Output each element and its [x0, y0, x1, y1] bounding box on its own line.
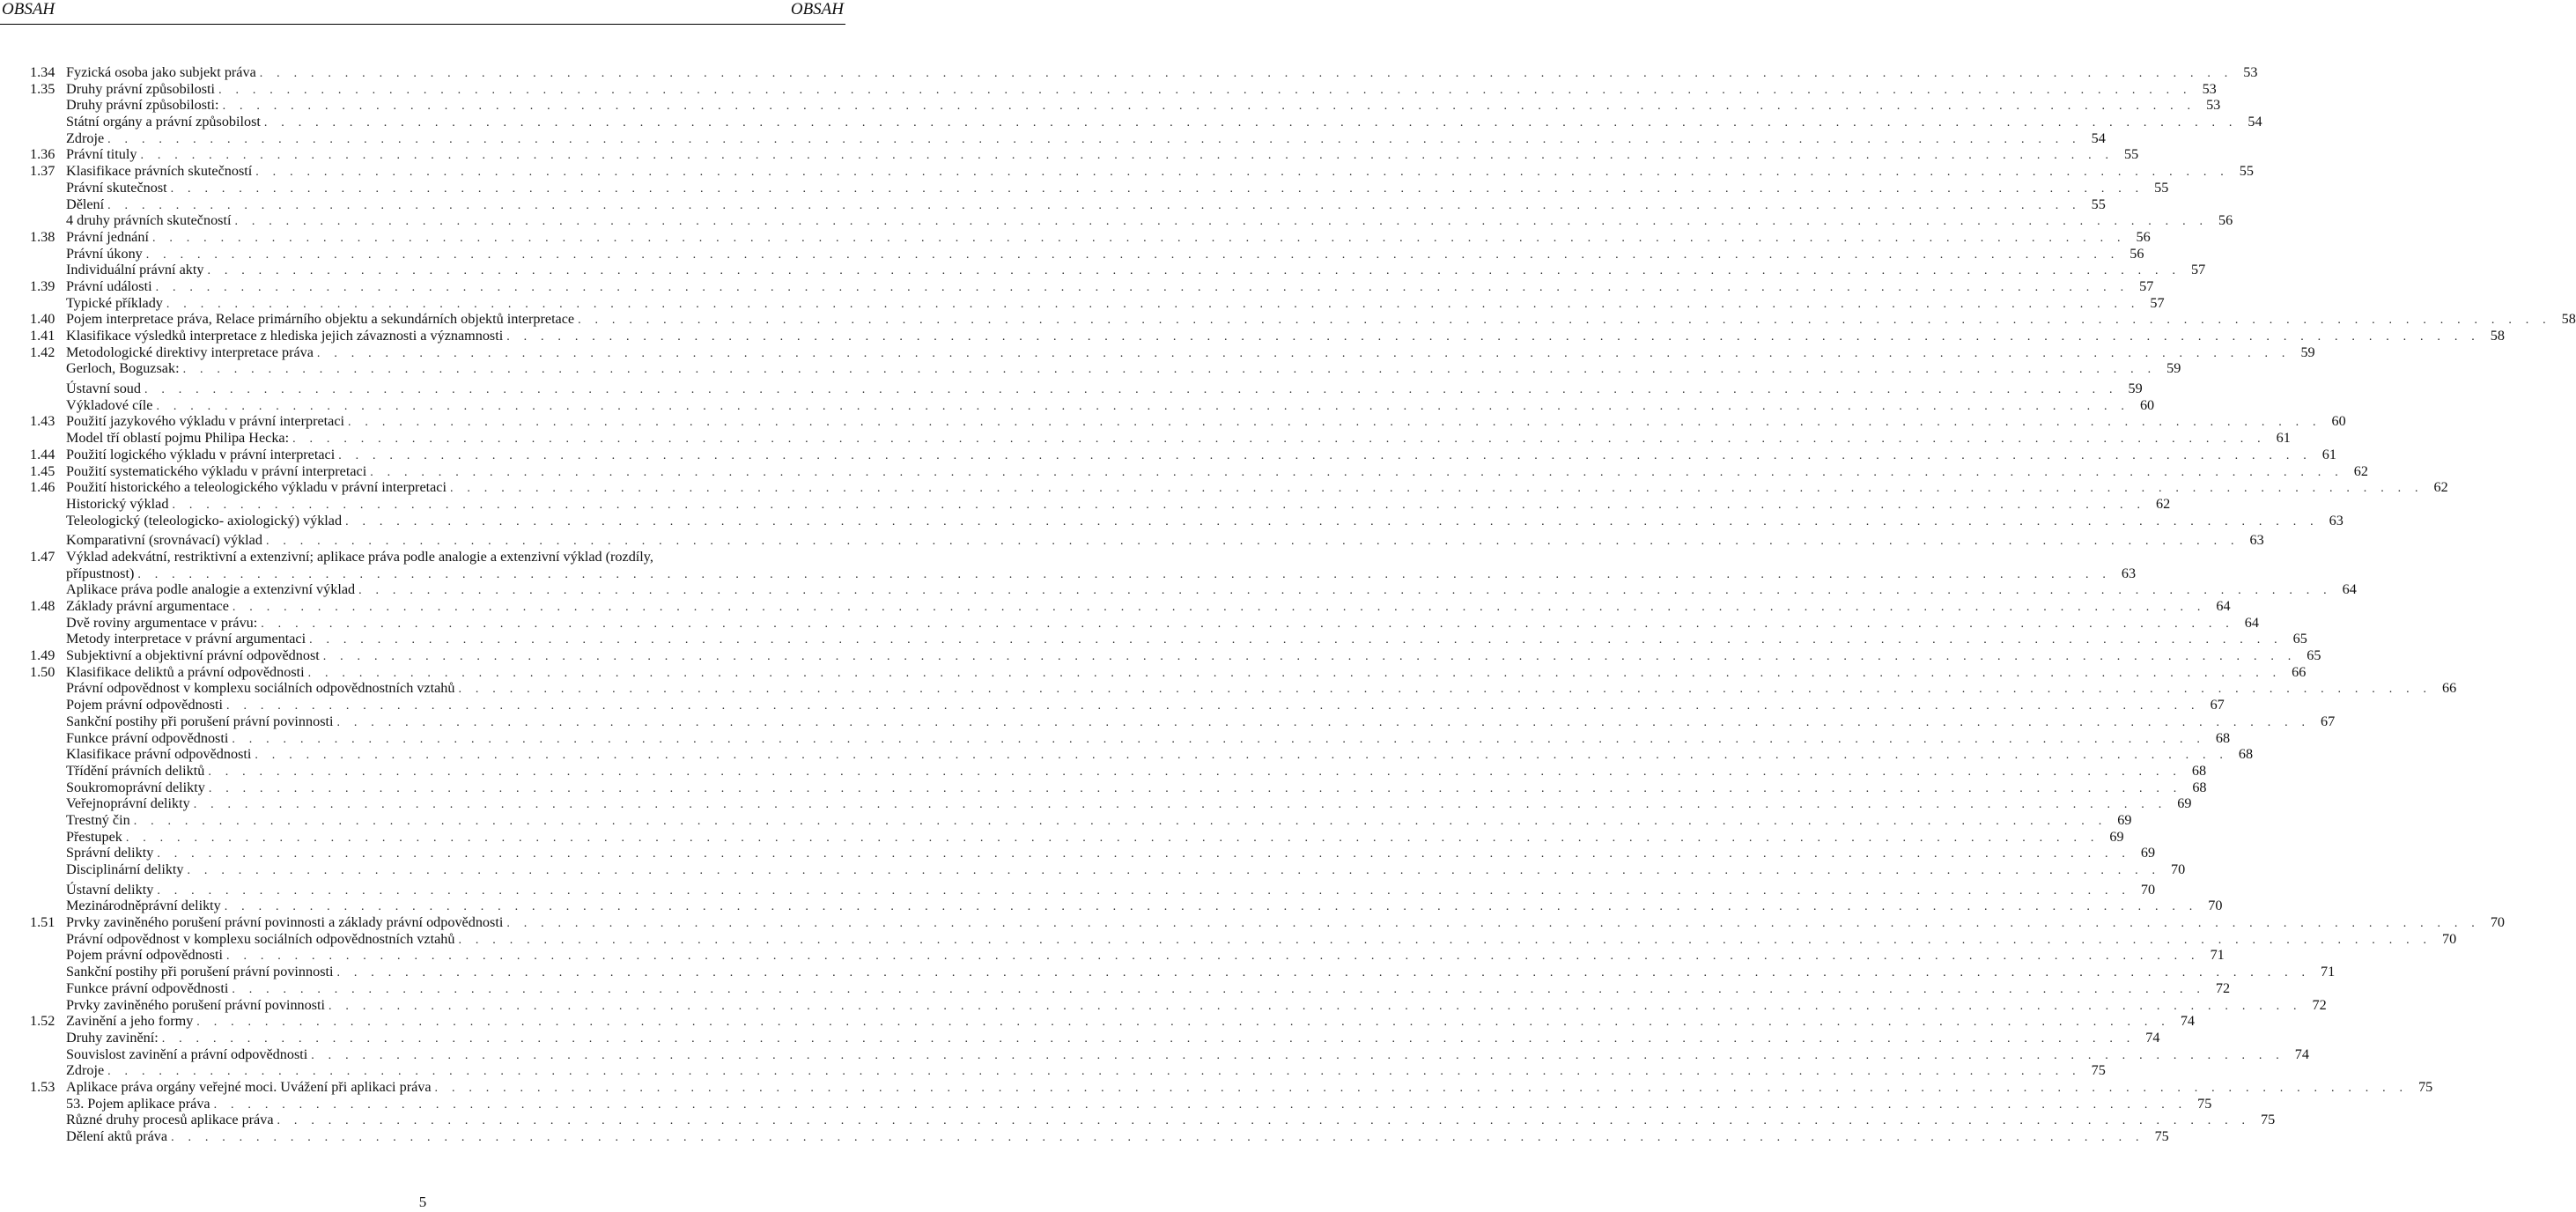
header-right-title: OBSAH [790, 0, 844, 18]
toc-entry-title: Ústavní delikty [66, 881, 154, 898]
toc-entry-page: 74 [2294, 1046, 2309, 1062]
toc-entry-page: 68 [2192, 779, 2207, 795]
toc-entry-page: 57 [2150, 294, 2165, 311]
toc-entry-title: Klasifikace výsledků interpretace z hlediska jejich závaznosti a významnosti [66, 328, 504, 344]
toc-entry[interactable] [30, 828, 2124, 846]
toc-entry[interactable] [30, 881, 2156, 898]
toc-entry-page: 75 [2418, 1078, 2433, 1095]
toc-entry-title: Právní odpovědnost v komplexu sociálních odpovědnostních vztahů [66, 930, 455, 947]
toc-entry-page: 75 [2197, 1095, 2212, 1112]
toc-entry-page: 59 [2166, 360, 2181, 377]
toc-entry[interactable] [30, 996, 2327, 1014]
toc-entry[interactable] [30, 228, 2151, 246]
header-left-title: OBSAH [2, 0, 55, 18]
toc-entry-page: 64 [2216, 598, 2231, 614]
toc-entry-title: Druhy právní způsobilosti: [66, 97, 219, 114]
toc-entry[interactable] [30, 581, 2357, 598]
dot-leader [171, 1130, 2144, 1147]
toc-entry[interactable] [30, 179, 2169, 196]
toc-entry[interactable] [30, 762, 2207, 780]
toc-entry[interactable] [30, 930, 2457, 948]
toc-entry[interactable] [30, 1128, 2169, 1145]
toc-entry[interactable] [30, 964, 2336, 980]
toc-entry-page: 62 [2155, 495, 2171, 512]
toc-entry-page: 65 [2307, 647, 2321, 664]
toc-entry-title: Teleologický (teleologicko- axiologický) výklad [66, 512, 343, 528]
toc-entry-title: Dvě roviny argumentace v právu: [66, 614, 258, 631]
toc-entry-title: Metodologické direktivy interpretace práva [66, 344, 314, 360]
toc-entry[interactable] [30, 129, 2106, 147]
toc-entry-title: Použití logického výkladu v právní interpretaci [66, 446, 336, 462]
toc-entry-page: 69 [2109, 828, 2124, 845]
toc-entry-title: Klasifikace právní odpovědnosti [66, 746, 252, 763]
toc-entry-title: Druhy právní způsobilosti [66, 80, 216, 97]
toc-entry[interactable] [30, 80, 2217, 98]
toc-entry[interactable] [30, 479, 2448, 496]
toc-entry-title: Druhy zavinění: [66, 1029, 159, 1046]
toc-entry-page: 61 [2321, 446, 2336, 462]
toc-entry[interactable] [30, 598, 2231, 615]
toc-entry-title: Různé druhy procesů aplikace práva [66, 1112, 274, 1128]
dot-leader [578, 313, 2551, 329]
toc-entry-title: Individuální právní akty [66, 262, 204, 278]
toc-entry-page: 68 [2215, 729, 2231, 746]
toc-entry-number: 1.47 [30, 548, 55, 565]
toc-entry-number: 1.34 [30, 64, 55, 80]
toc-entry-number: 1.42 [30, 344, 55, 360]
toc-entry-page: 66 [2292, 663, 2307, 680]
toc-entry[interactable] [30, 795, 2192, 812]
dot-leader [345, 514, 2319, 531]
toc-entry-number: 1.43 [30, 413, 55, 430]
toc-entry[interactable] [30, 697, 2225, 713]
toc-entry[interactable] [30, 947, 2225, 964]
toc-entry-number: 1.53 [30, 1078, 55, 1095]
toc-entry-page: 56 [2129, 245, 2144, 262]
toc-entry-page: 67 [2321, 713, 2336, 729]
toc-entry-number: 1.41 [30, 328, 55, 344]
toc-entry-title: Subjektivní a objektivní právní odpovědnost [66, 647, 320, 664]
toc-entry-page: 53 [2243, 64, 2258, 80]
toc-entry-number: 1.52 [30, 1013, 55, 1030]
toc-entry-number: 1.35 [30, 80, 55, 97]
toc-entry[interactable] [30, 548, 2137, 581]
toc-entry-title: Pojem interpretace práva, Relace primárního objektu a sekundárních objektů interpretace [66, 311, 575, 328]
table-of-contents [30, 64, 2576, 1145]
header-divider [0, 24, 845, 25]
toc-entry-page: 74 [2145, 1029, 2160, 1046]
toc-entry-title: Dělení aktů práva [66, 1128, 168, 1144]
toc-entry-number: 1.39 [30, 277, 55, 294]
toc-entry-title: Disciplinární delikty [66, 861, 184, 877]
toc-entry-page: 70 [2490, 914, 2506, 931]
toc-entry-title: Právní tituly [66, 146, 137, 163]
toc-entry-title: Historický výklad [66, 495, 169, 512]
toc-entry-title: Použití historického a teleologického výkladu v právní interpretaci [66, 479, 447, 496]
toc-entry[interactable] [30, 262, 2206, 278]
toc-entry-title: 4 druhy právních skutečností [66, 212, 232, 229]
toc-entry-title: Právní skutečnost [66, 179, 167, 196]
toc-entry-page: 75 [2261, 1112, 2276, 1128]
toc-entry[interactable] [30, 811, 2132, 829]
toc-entry-page: 70 [2208, 898, 2223, 914]
toc-entry-page: 59 [2128, 381, 2143, 397]
toc-entry[interactable] [30, 163, 2254, 180]
toc-entry-title: Klasifikace deliktů a právní odpovědnosti [66, 663, 305, 680]
toc-entry[interactable] [30, 64, 2258, 81]
toc-entry[interactable] [30, 413, 2346, 430]
toc-entry[interactable] [30, 647, 2321, 664]
dot-leader [188, 863, 2161, 880]
toc-entry-page: 67 [2210, 697, 2225, 713]
toc-entry[interactable] [30, 146, 2139, 163]
toc-entry-page: 56 [2136, 228, 2151, 245]
toc-entry-title: Pojem právní odpovědnosti [66, 697, 224, 713]
toc-entry[interactable] [30, 245, 2144, 262]
toc-entry-number: 1.37 [30, 163, 55, 180]
toc-entry-number: 1.36 [30, 146, 55, 163]
toc-entry-title: Výklad adekvátní, restriktivní a extenzivní; aplikace práva podle analogie a extenzivní výklad (rozdíly, [66, 548, 653, 565]
toc-entry-page: 57 [2139, 277, 2154, 294]
toc-entry[interactable] [30, 1029, 2160, 1046]
toc-entry-title: Použití jazykového výkladu v právní interpretaci [66, 413, 345, 430]
toc-entry[interactable] [30, 212, 2233, 229]
toc-entry-page: 58 [2561, 311, 2576, 328]
toc-entry-title: Právní události [66, 277, 152, 294]
toc-entry[interactable] [30, 532, 2264, 549]
toc-entry-page: 75 [2091, 1062, 2106, 1079]
toc-entry[interactable] [30, 614, 2259, 632]
toc-entry[interactable] [30, 861, 2186, 878]
toc-entry-page: 63 [2329, 512, 2343, 528]
toc-entry-title: Model tří oblastí pojmu Philipa Hecka: [66, 430, 290, 447]
toc-entry-number: 1.44 [30, 446, 55, 462]
toc-entry[interactable] [30, 746, 2254, 763]
toc-entry-title: Soukromoprávní delikty [66, 779, 205, 795]
toc-entry[interactable] [30, 97, 2221, 114]
toc-entry-page: 71 [2210, 947, 2225, 964]
toc-entry-page: 74 [2180, 1013, 2195, 1030]
toc-entry-title: Funkce právní odpovědnosti [66, 979, 229, 996]
toc-entry-page: 75 [2154, 1128, 2169, 1144]
toc-entry-page: 72 [2312, 996, 2327, 1013]
toc-entry-number: 1.51 [30, 914, 55, 931]
toc-entry-page: 55 [2091, 196, 2106, 212]
toc-entry[interactable] [30, 680, 2457, 697]
toc-entry-title: Fyzická osoba jako subjekt práva [66, 64, 256, 80]
toc-entry-title: Trestný čin [66, 811, 130, 828]
toc-entry-title: Sankční postihy při porušení právní povinnosti [66, 964, 334, 980]
toc-entry-title: Zdroje [66, 1062, 105, 1079]
toc-entry-page: 72 [2215, 979, 2231, 996]
toc-entry-title: Zavinění a jeho formy [66, 1013, 194, 1030]
toc-entry[interactable] [30, 344, 2315, 361]
toc-entry-page: 70 [2140, 881, 2156, 898]
toc-entry-page: 69 [2117, 811, 2132, 828]
toc-entry[interactable] [30, 898, 2223, 914]
toc-entry-title: Státní orgány a právní způsobilost [66, 114, 261, 130]
toc-entry-title: Klasifikace právních skutečností [66, 163, 253, 180]
toc-entry-title: Zdroje [66, 129, 105, 146]
toc-entry-number: 1.48 [30, 598, 55, 614]
toc-entry-page: 59 [2300, 344, 2315, 360]
toc-entry-title: Komparativní (srovnávací) výklad [66, 532, 262, 549]
toc-entry-number: 1.45 [30, 462, 55, 479]
toc-entry[interactable] [30, 663, 2307, 681]
toc-entry-page: 65 [2292, 631, 2307, 647]
toc-entry-page: 53 [2202, 80, 2217, 97]
toc-entry[interactable] [30, 430, 2291, 447]
toc-entry[interactable] [30, 360, 2181, 377]
toc-entry-page: 54 [2091, 129, 2106, 146]
toc-entry[interactable] [30, 381, 2143, 397]
toc-entry-title: Ústavní soud [66, 381, 141, 397]
toc-entry-title: Sankční postihy při porušení právní povinnosti [66, 713, 334, 729]
toc-entry-page: 70 [2442, 930, 2457, 947]
toc-entry-page: 68 [2238, 746, 2254, 763]
toc-entry-page: 64 [2342, 581, 2357, 598]
toc-entry-page: 55 [2154, 179, 2169, 196]
running-header [0, 0, 845, 23]
toc-entry[interactable] [30, 631, 2307, 647]
toc-entry-title: Metody interpretace v právní argumentaci [66, 631, 306, 647]
toc-entry-page: 68 [2191, 762, 2207, 779]
toc-entry[interactable] [30, 495, 2171, 513]
toc-entry-page: 54 [2248, 114, 2262, 130]
toc-entry[interactable] [30, 1046, 2309, 1063]
toc-entry-page: 66 [2442, 680, 2457, 697]
toc-entry[interactable] [30, 277, 2154, 295]
toc-entry-page: 60 [2331, 413, 2346, 430]
toc-entry[interactable] [30, 311, 2576, 328]
toc-entry[interactable] [30, 396, 2155, 414]
toc-entry-title: Typické příklady [66, 294, 163, 311]
toc-entry[interactable] [30, 512, 2343, 529]
toc-entry-title: Aplikace práva podle analogie a extenzivní výklad [66, 581, 356, 598]
toc-entry-title: Výkladové cíle [66, 396, 153, 413]
toc-entry[interactable] [30, 294, 2165, 312]
toc-entry-title: Přestupek [66, 828, 122, 845]
toc-entry[interactable] [30, 1078, 2433, 1096]
toc-entry-page: 60 [2139, 396, 2155, 413]
toc-entry-title-continued: přípustnost) [66, 565, 135, 581]
toc-entry-title: Dělení [66, 196, 105, 212]
toc-entry-title: Právní jednání [66, 228, 149, 245]
toc-entry-title: Aplikace práva orgány veřejné moci. Uvážení při aplikaci práva [66, 1078, 432, 1095]
toc-entry-number: 1.49 [30, 647, 55, 664]
toc-entry[interactable] [30, 446, 2336, 463]
toc-entry-page: 62 [2433, 479, 2448, 496]
toc-entry-page: 55 [2239, 163, 2254, 180]
toc-entry-title: Funkce právní odpovědnosti [66, 729, 229, 746]
toc-entry-page: 57 [2190, 262, 2206, 278]
toc-entry-page: 58 [2490, 328, 2505, 344]
toc-entry[interactable] [30, 114, 2262, 130]
dot-leader [183, 362, 2157, 379]
toc-entry-page: 69 [2177, 795, 2192, 812]
toc-entry-page: 56 [2218, 212, 2233, 229]
toc-entry[interactable] [30, 779, 2207, 796]
toc-entry-title: Gerloch, Boguzsak: [66, 360, 180, 377]
toc-entry[interactable] [30, 979, 2231, 997]
toc-entry[interactable] [30, 1095, 2212, 1112]
toc-entry[interactable] [30, 729, 2231, 747]
toc-entry-page: 70 [2171, 861, 2186, 877]
toc-entry-number: 1.50 [30, 663, 55, 680]
toc-entry-title: Použití systematického výkladu v právní interpretaci [66, 462, 367, 479]
page-number: 5 [418, 1194, 427, 1210]
toc-entry[interactable] [30, 713, 2336, 730]
toc-entry-page: 62 [2353, 462, 2368, 479]
toc-entry[interactable] [30, 1112, 2276, 1128]
toc-entry-title: Základy právní argumentace [66, 598, 229, 614]
toc-entry-title: Veřejnoprávní delikty [66, 795, 190, 812]
toc-entry-page: 63 [2121, 565, 2137, 581]
toc-entry[interactable] [30, 462, 2368, 480]
toc-entry[interactable] [30, 1013, 2195, 1030]
toc-entry-page: 61 [2276, 430, 2291, 447]
toc-entry-title: Správní delikty [66, 845, 154, 861]
toc-entry[interactable] [30, 1062, 2106, 1079]
toc-entry[interactable] [30, 196, 2106, 213]
toc-entry-number: 1.46 [30, 479, 55, 496]
toc-entry-title: Prvky zaviněného porušení právní povinnosti [66, 996, 326, 1013]
toc-entry-title: Pojem právní odpovědnosti [66, 947, 224, 964]
toc-entry[interactable] [30, 328, 2505, 344]
toc-entry-title: 53. Pojem aplikace práva [66, 1095, 210, 1112]
toc-entry-number: 1.38 [30, 228, 55, 245]
toc-entry-page: 69 [2140, 845, 2156, 861]
toc-entry-title: Třídění právních deliktů [66, 762, 205, 779]
toc-entry[interactable] [30, 914, 2506, 931]
toc-entry-page: 71 [2321, 964, 2336, 980]
toc-entry-title: Mezinárodněprávní delikty [66, 898, 221, 914]
toc-entry-number: 1.40 [30, 311, 55, 328]
toc-entry-title: Prvky zaviněného porušení právní povinnosti a základy právní odpovědnosti [66, 914, 504, 931]
toc-entry-page: 63 [2249, 532, 2264, 549]
toc-entry-title: Právní úkony [66, 245, 143, 262]
toc-entry-page: 53 [2206, 97, 2221, 114]
toc-entry-title: Souvislost zavinění a právní odpovědnosti [66, 1046, 308, 1062]
toc-entry[interactable] [30, 845, 2156, 861]
toc-entry-page: 55 [2124, 146, 2139, 163]
toc-entry-title: Právní odpovědnost v komplexu sociálních odpovědnostních vztahů [66, 680, 455, 697]
toc-entry-page: 64 [2244, 614, 2259, 631]
